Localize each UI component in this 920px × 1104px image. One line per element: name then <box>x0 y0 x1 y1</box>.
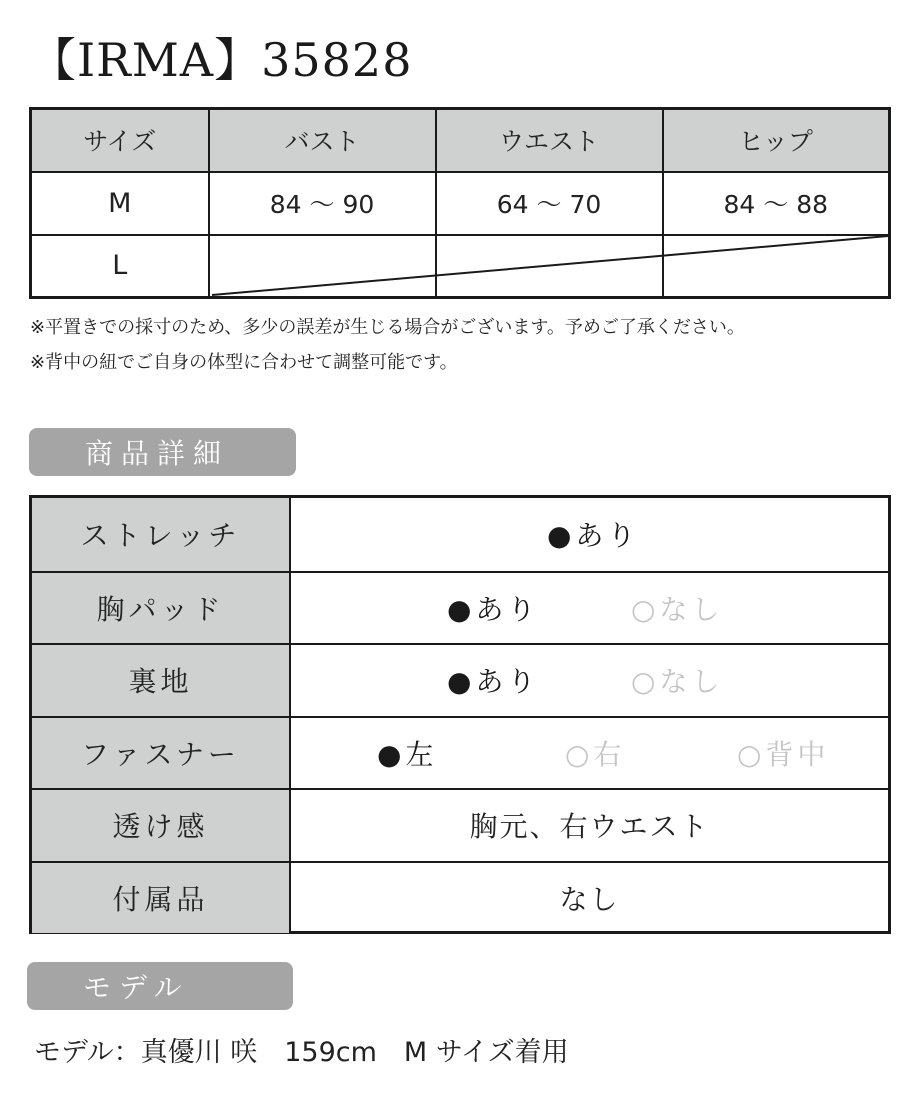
details-table <box>29 495 891 934</box>
size-m-label: M <box>31 172 209 235</box>
product-title: 【IRMA】35828 <box>30 33 413 87</box>
lining-value <box>291 645 888 716</box>
fastener-label: ファスナー <box>32 718 291 789</box>
fastener-value <box>291 718 888 789</box>
table-row <box>32 498 888 571</box>
size-m-bust: 84 〜 90 <box>209 172 436 235</box>
table-row <box>32 861 888 934</box>
size-l-hip <box>663 235 890 298</box>
chest-pad-value <box>291 573 888 644</box>
chest-pad-option-no: ○なし <box>631 592 724 626</box>
table-row <box>32 788 888 861</box>
adjustment-note: ※背中の紐でご自身の体型に合わせて調整可能です。 <box>30 352 458 373</box>
size-m-waist: 64 〜 70 <box>436 172 663 235</box>
sheerness-label: 透け感 <box>32 790 291 861</box>
table-row <box>32 571 888 644</box>
size-l-bust <box>209 235 436 298</box>
accessories-value <box>291 863 888 934</box>
details-section-label: 商品詳細 <box>29 428 296 476</box>
fastener-option-left: ●左 <box>377 737 438 771</box>
stretch-value <box>291 498 888 571</box>
bust-header: バスト <box>209 109 436 172</box>
table-row <box>32 643 888 716</box>
size-header: サイズ <box>31 109 209 172</box>
accessories-label: 付属品 <box>32 863 291 934</box>
fastener-option-right: ○右 <box>565 737 626 771</box>
fastener-option-back: ○背中 <box>737 737 830 771</box>
table-row <box>32 716 888 789</box>
lining-option-no: ○なし <box>631 665 724 699</box>
chest-pad-label: 胸パッド <box>32 573 291 644</box>
model-section-label: モデル <box>27 962 293 1010</box>
lining-option-yes: ●あり <box>447 665 540 699</box>
stretch-option-yes: ●あり <box>547 519 640 553</box>
waist-header: ウエスト <box>436 109 663 172</box>
size-l-waist <box>436 235 663 298</box>
size-table <box>29 107 891 299</box>
lining-label: 裏地 <box>32 645 291 716</box>
chest-pad-option-yes: ●あり <box>447 592 540 626</box>
model-info: モデル：真優川 咲 159cm M サイズ着用 <box>34 1037 569 1068</box>
table-row <box>31 235 890 298</box>
accessories-text: なし <box>559 882 620 916</box>
sheerness-value <box>291 790 888 861</box>
size-table-header-row <box>31 109 890 172</box>
size-m-hip: 84 〜 88 <box>663 172 890 235</box>
sheerness-text: 胸元、右ウエスト <box>469 810 710 844</box>
measurement-note: ※平置きでの採寸のため、多少の誤差が生じる場合がございます。予めご了承ください。 <box>30 317 745 338</box>
size-l-label: L <box>31 235 209 298</box>
table-row <box>31 172 890 235</box>
stretch-label: ストレッチ <box>32 498 291 571</box>
hip-header: ヒップ <box>663 109 890 172</box>
